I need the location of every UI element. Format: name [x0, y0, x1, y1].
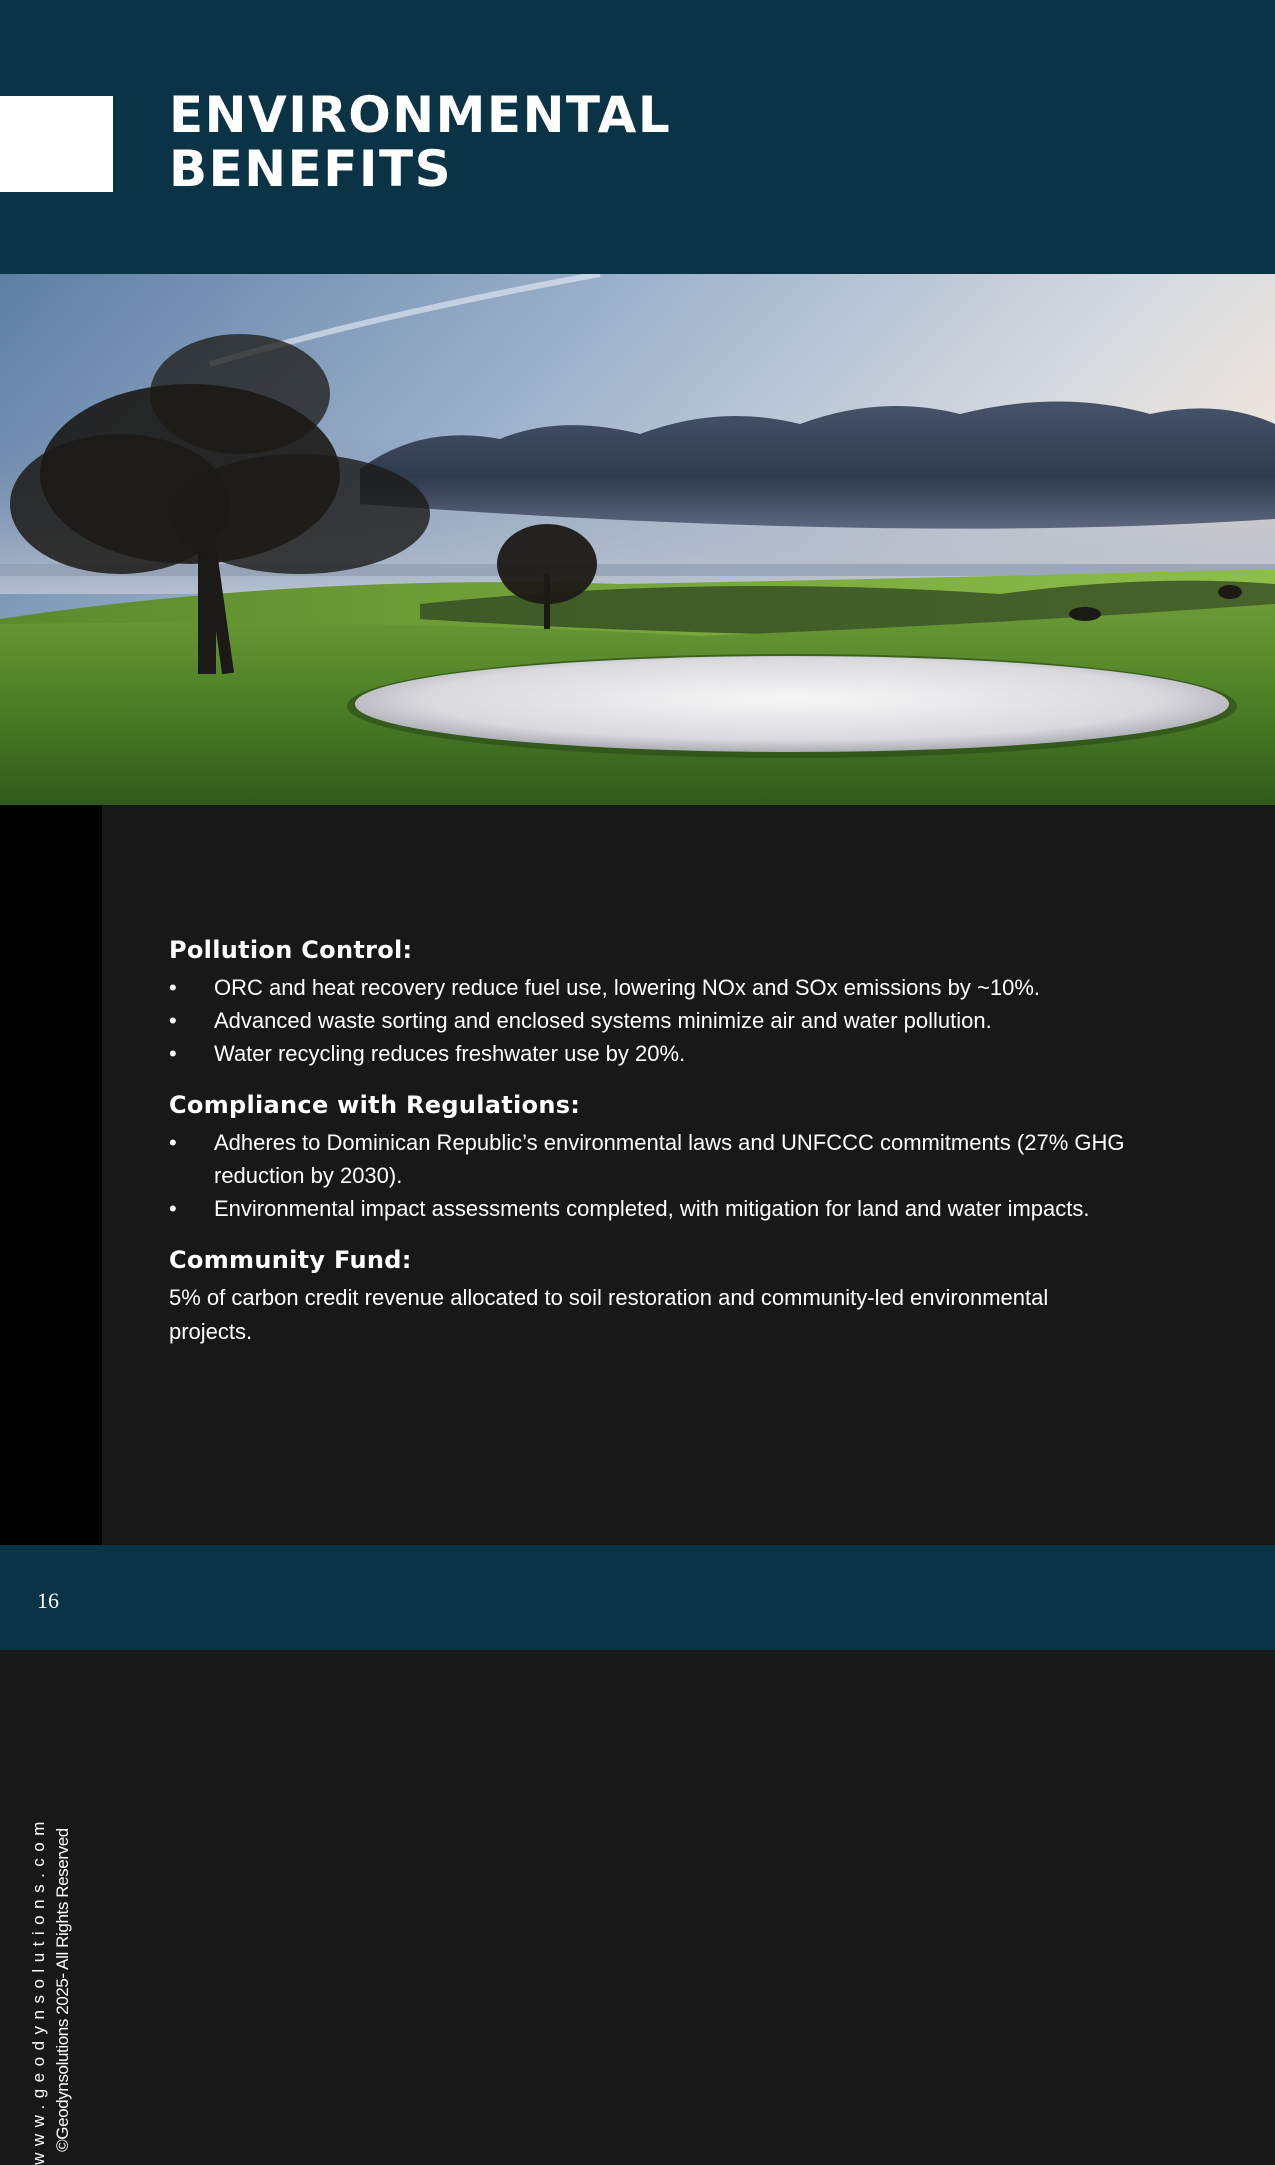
- content-area: [169, 935, 1179, 1369]
- list-item-text: Advanced waste sorting and enclosed systems minimize air and water pollution.: [214, 1008, 992, 1033]
- copyright-notice: ©Geodynsolutions 2025- All Rights Reserved: [53, 1828, 72, 2152]
- bullet-point: •: [169, 1041, 177, 1066]
- bullet-list: [169, 1126, 1179, 1225]
- list-item-text: Water recycling reduces freshwater use by 20%.: [214, 1041, 686, 1066]
- section-community-fund: [169, 1245, 1179, 1349]
- list-item: [169, 1004, 1179, 1037]
- list-item-text: ORC and heat recovery reduce fuel use, lowering NOx and SOx emissions by ~10%.: [214, 975, 1041, 1000]
- section-paragraph: 5% of carbon credit revenue allocated to soil restoration and community-led environmental projects.: [169, 1285, 1049, 1344]
- header-accent-square: [0, 96, 113, 192]
- bullet-list: [169, 971, 1179, 1070]
- landscape-photo: [0, 274, 1275, 805]
- page-title-line-1: ENVIRONMENTAL: [169, 86, 672, 144]
- website-url: www.geodynsolutions.com: [29, 1815, 48, 2165]
- list-item: [169, 1037, 1179, 1070]
- section-heading: Community Fund:: [169, 1246, 412, 1274]
- section-heading: Compliance with Regulations:: [169, 1091, 581, 1119]
- list-item: [169, 1126, 1179, 1192]
- bullet-point: •: [169, 1196, 177, 1221]
- list-item-text: Environmental impact assessments completed, with mitigation for land and water impacts.: [214, 1196, 1090, 1221]
- side-strip-text: [27, 1815, 75, 2165]
- page-number: 16: [37, 1588, 59, 1613]
- page-footer: [0, 1545, 1275, 1650]
- list-item: [169, 971, 1179, 1004]
- page-title-line-2: BENEFITS: [169, 140, 453, 198]
- page-header: [0, 0, 1275, 274]
- list-item: [169, 1192, 1179, 1225]
- section-heading: Pollution Control:: [169, 936, 413, 964]
- bullet-point: •: [169, 1008, 177, 1033]
- list-item-text: Adheres to Dominican Republic’s environmental laws and UNFCCC commitments (27% GHG reduction by 2030).: [214, 1130, 1125, 1188]
- section-compliance: [169, 1090, 1179, 1225]
- bullet-point: •: [169, 1130, 177, 1155]
- page-title: [169, 88, 671, 196]
- section-pollution-control: [169, 935, 1179, 1070]
- bullet-point: •: [169, 975, 177, 1000]
